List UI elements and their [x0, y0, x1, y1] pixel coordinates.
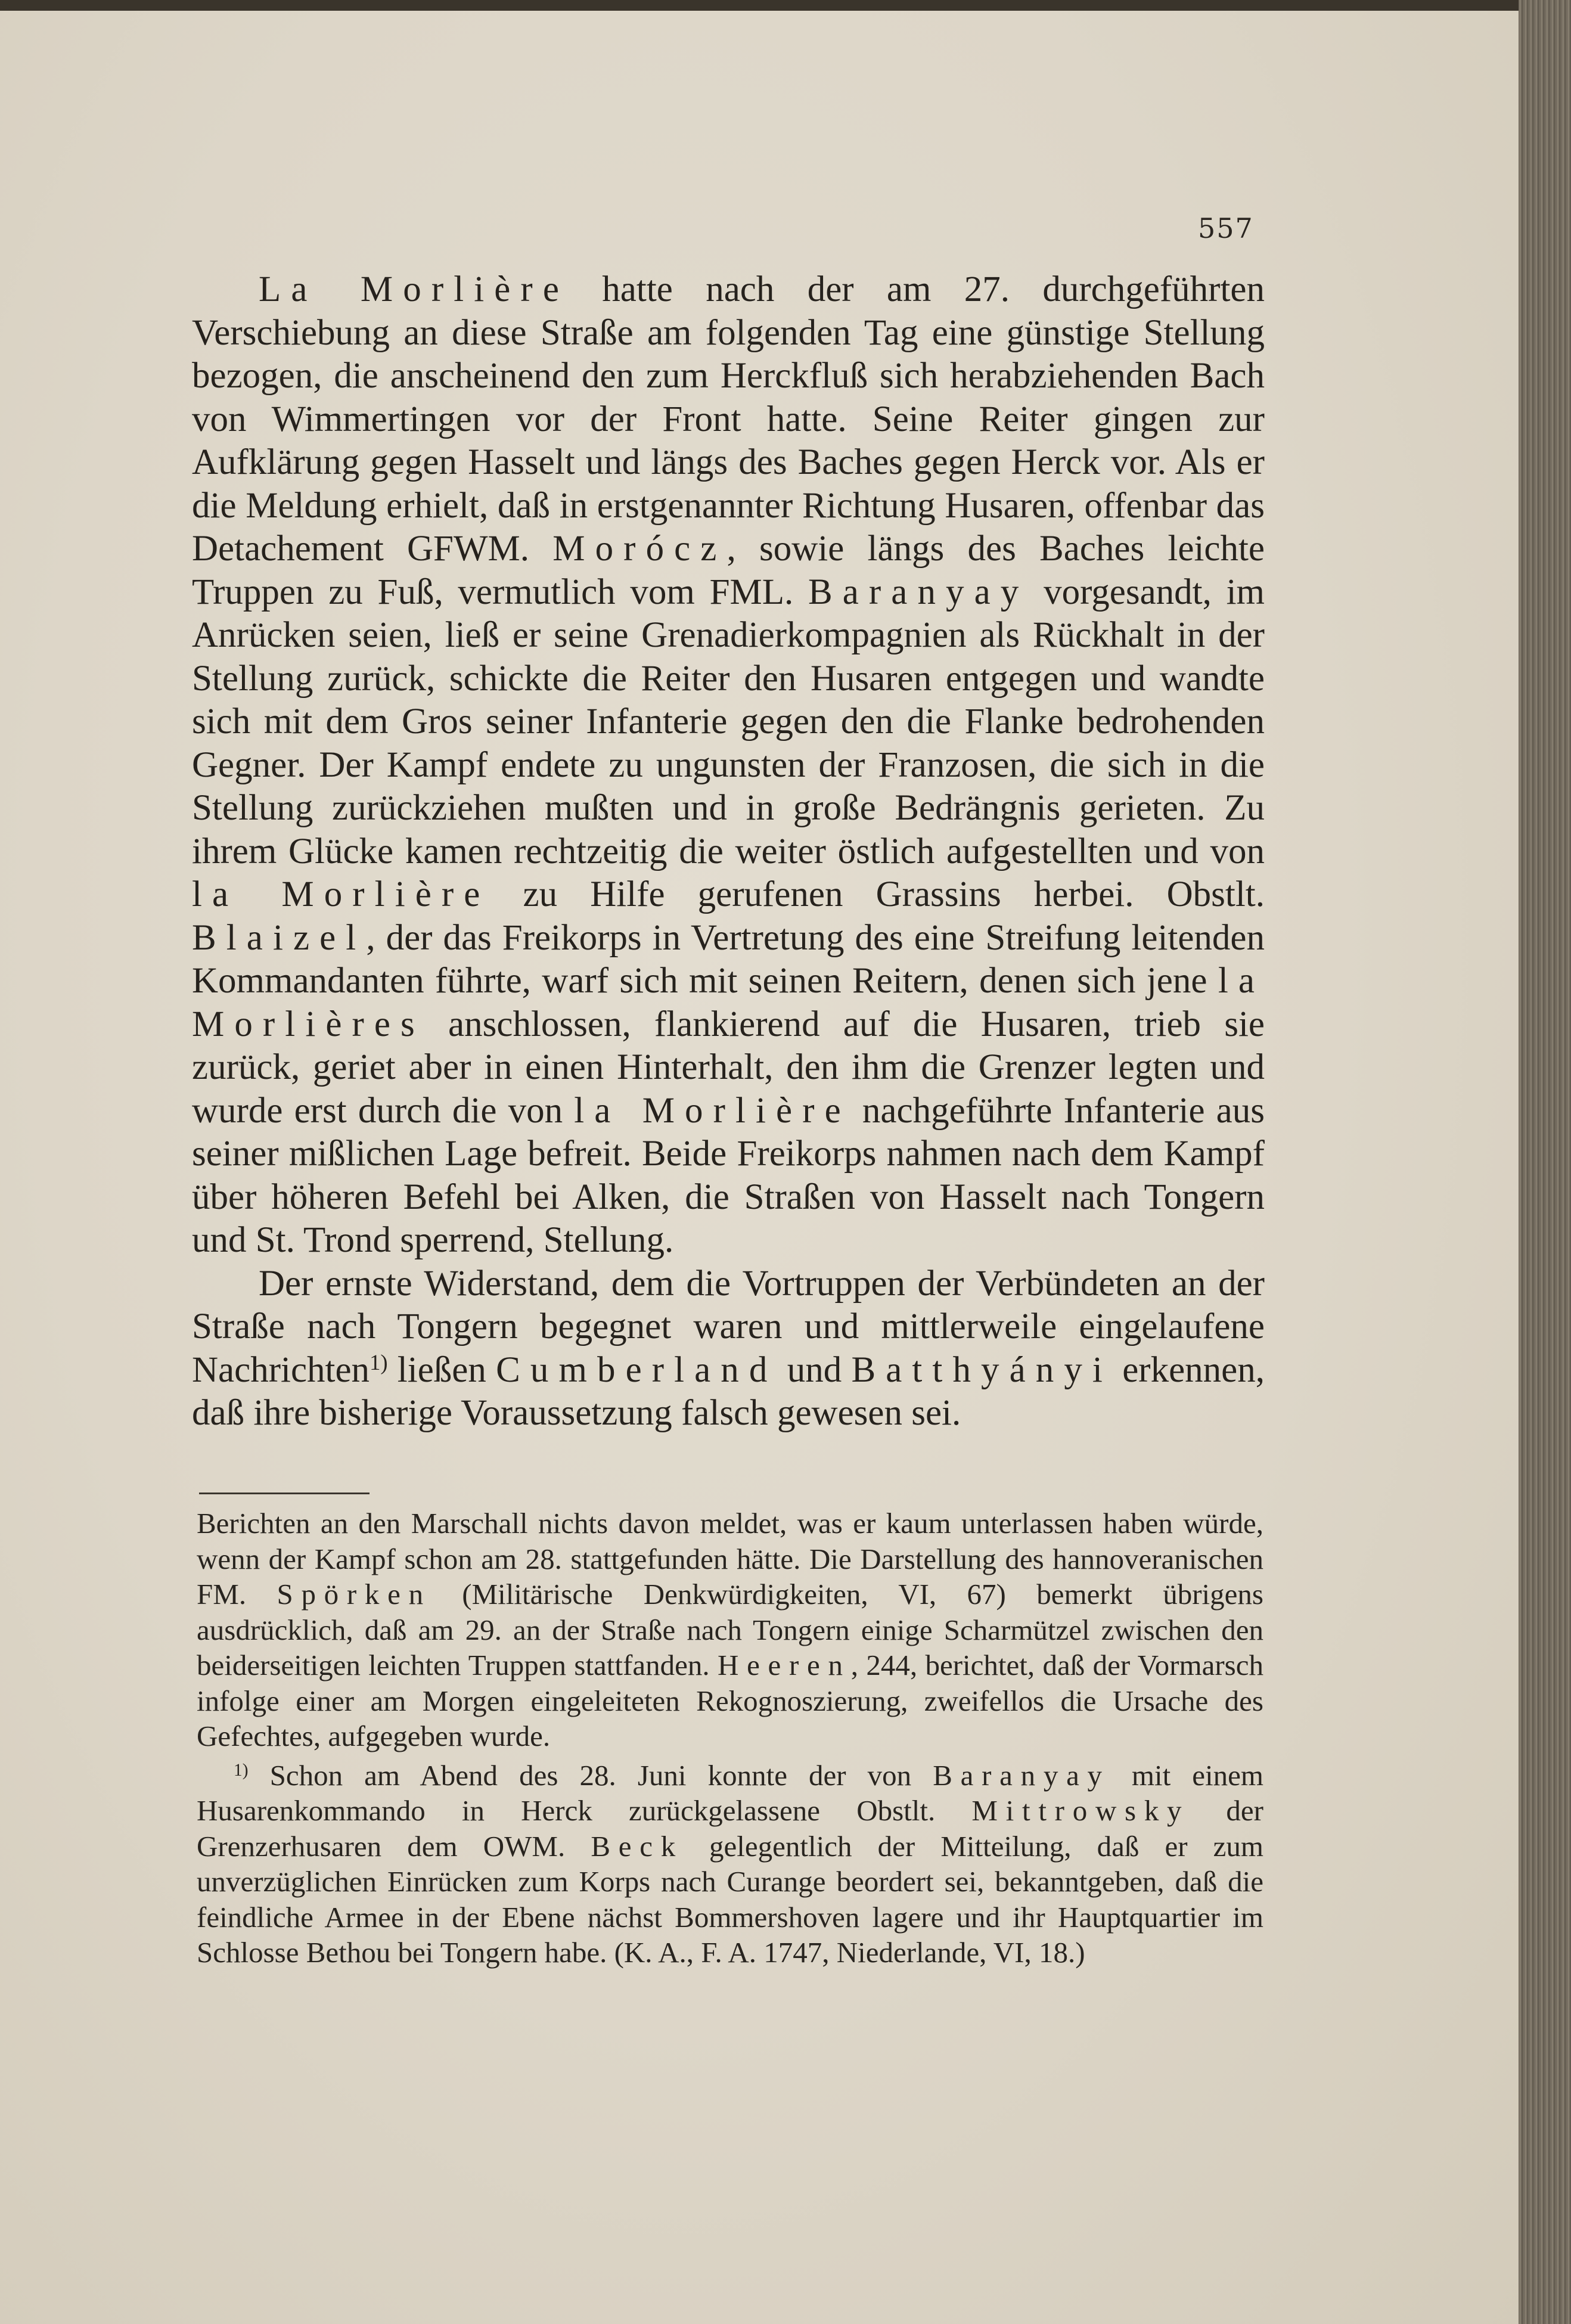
footnote-1-text-2: mit einem Husarenkommando in Herck zurückgelassene Obstlt. [197, 1758, 1263, 1827]
paragraph-2-text-4: erkennen, daß ihre bisherige Voraussetzung falsch gewesen sei. [192, 1349, 1265, 1433]
footnote-continuation [197, 1506, 1263, 1754]
name-baranyay-fn: Baranyay [933, 1758, 1110, 1792]
name-batthyanyi: Batthyányi [851, 1349, 1113, 1390]
name-cumberland: Cumberland [496, 1349, 778, 1390]
paragraph-1-text-4: zu Hilfe gerufenen Grassins herbei. Obstlt. [490, 874, 1265, 914]
name-la-morliere: La Morlière [259, 269, 569, 309]
paragraph-1-text-7: nachgeführte Infanterie aus seiner mißlichen Lage befreit. Beide Freikorps nahmen nach dem Kampf über höheren Befehl bei Alken, die Straßen von Hasselt nach Tongern und St. Trond sperrend, Stellung. [192, 1090, 1265, 1260]
footnote-1-text-1: Schon am Abend des 28. Juni konnte der von [248, 1758, 933, 1792]
name-morocz: Morócz [552, 529, 727, 569]
footnote-1-text-4: gelegentlich der Mitteilung, daß er zum unverzüglichen Einrücken zum Korps nach Curange beordert sei, bekanntgeben, daß die feindliche Armee in der Ebene nächst Bommershoven lagere und ihr Hauptquartier im Schlosse Bethou bei Tongern habe. (K. A., F. A. 1747, Niederlande, VI, 18.) [197, 1829, 1264, 1969]
paragraph-2-text-3: und [777, 1349, 852, 1390]
paragraph-1-text-1: hatte nach der am 27. durchgeführten Verschiebung an diese Straße am folgenden Tag eine günstige Stellung bezogen, die anscheinend den zum Herckfluß sich herabziehenden Bach von Wimmertingen vor der Front hatte. Seine Reiter gingen zur Aufklärung gegen Hasselt und längs des Baches gegen Herck vor. Als er die Meldung erhielt, daß in erstgenannter Richtung Husaren, offenbar das Detachement GFWM. [192, 269, 1265, 569]
book-page [0, 11, 1523, 2324]
name-baranyay: Baranyay [808, 572, 1029, 612]
footnote-cont-text-3: , 244, berichtet, daß der Vormarsch infolge einer am Morgen eingeleiteten Rekognoszierung, zweifellos die Ursache des Gefechtes, aufgegeben wurde. [197, 1649, 1263, 1752]
name-la-morliere-2: la Morlière [192, 874, 490, 914]
paragraph-2-text-2: ließen [387, 1349, 496, 1390]
footnote-1-text-3: der Grenzerhusaren dem OWM. [197, 1794, 1263, 1863]
footnote-divider [199, 1493, 370, 1494]
page-number: 557 [1198, 212, 1254, 244]
name-heeren: Heeren [717, 1649, 851, 1681]
name-blaizel: Blaizel [192, 917, 367, 958]
name-la-morlieres: la Morlières [192, 961, 1265, 1044]
paragraph-1-text-6: anschlossen, flankierend auf die Husaren, trieb sie zurück, geriet aber in einen Hinterhalt, den ihm die Grenzer legten und wurde erst durch die von [192, 1004, 1265, 1131]
footnote-cont-text-2: (Militärische Denkwürdigkeiten, VI, 67) bemerkt übrigens ausdrücklich, daß am 29. an der Straße nach Tongern einige Scharmützel zwischen den beiderseitigen leichten Truppen stattfanden. [197, 1578, 1263, 1681]
paragraph-1-text-3: vorgesandt, im Anrücken seien, ließ er seine Grenadierkompagnien als Rückhalt in der Stellung zurück, schickte die Reiter den Husaren entgegen und wandte sich mit dem Gros seiner Infanterie gegen den die Flanke bedrohenden Gegner. Der Kampf endete zu ungunsten der Franzosen, die sich in die Stellung zurückziehen mußten und in große Bedrängnis gerieten. Zu ihrem Glücke kamen rechtzeitig die weiter östlich aufgestellten und von [192, 572, 1265, 871]
footnote-cont-text-1: Berichten an den Marschall nichts davon meldet, was er kaum unterlassen haben würde, wenn der Kampf schon am 28. stattgefunden hätte. Die Darstellung des hannoveranischen FM. [197, 1507, 1263, 1611]
paragraph-1 [192, 268, 1265, 1262]
footnote-1-marker: 1) [234, 1760, 249, 1780]
name-beck: Beck [591, 1829, 684, 1863]
paragraph-1-text-2: , sowie längs des Baches leichte Truppen zu Fuß, vermutlich vom FML. [192, 529, 1265, 612]
paragraph-1-text-5: , der das Freikorps in Vertretung des eine Streifung leitenden Kommandanten führte, warf sich mit seinen Reitern, denen sich jene [192, 917, 1265, 1001]
name-mittrowsky: Mittrowsky [971, 1794, 1190, 1827]
footnote-reference: 1) [370, 1349, 388, 1374]
paragraph-2 [192, 1262, 1265, 1435]
name-la-morliere-3: la Morlière [574, 1090, 851, 1131]
paragraph-2-text-1: Der ernste Widerstand, dem die Vortruppen der Verbündeten an der Straße nach Tongern begegnet waren und mittlerweile eingelaufene Nachrichten [192, 1263, 1265, 1390]
footnotes [197, 1506, 1263, 1971]
scan-top-border [0, 0, 1523, 11]
name-sporken: Spörken [277, 1578, 431, 1611]
footnote-1 [197, 1758, 1263, 1971]
page-stack-edge [1519, 0, 1571, 2324]
main-text [192, 268, 1265, 1435]
